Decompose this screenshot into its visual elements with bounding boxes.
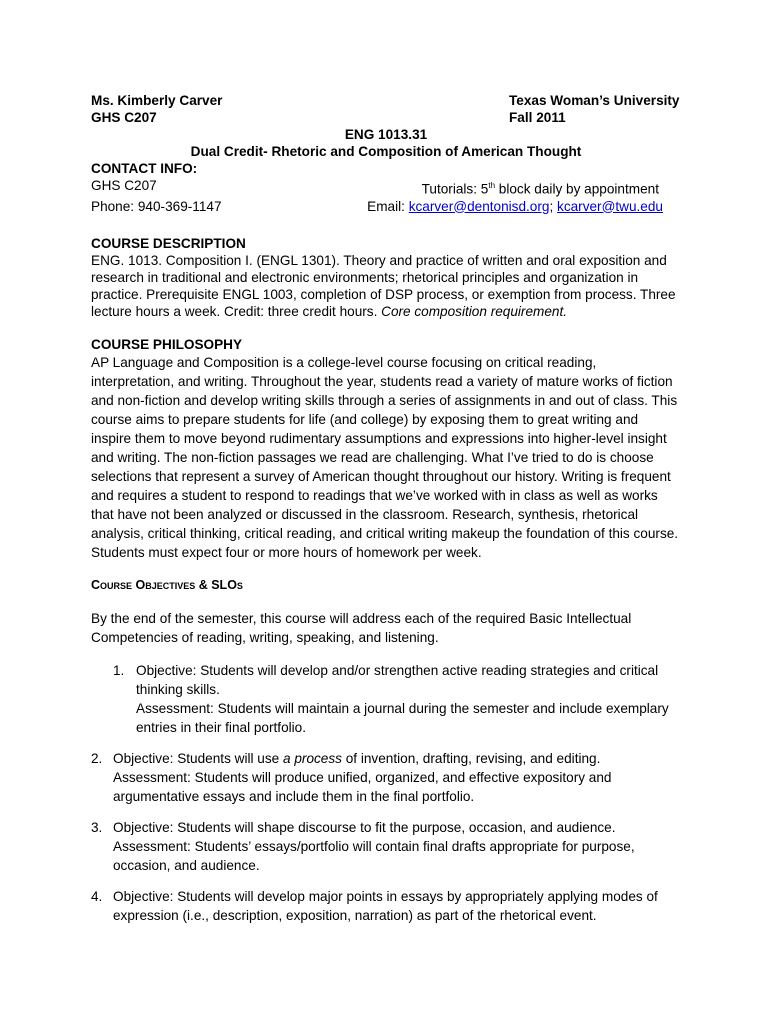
objective-text: Objective: Students will use a process of invention, drafting, revising, and editing. [113,750,601,766]
description-text: ENG. 1013. Composition I. (ENGL 1301). Theory and practice of written and oral exposition and research in traditional and electronic environments; rhetorical principles and organization in practice. Prerequisite ENGL 1003, completion of DSP process, or exemption from process. Three lecture hours a week. Credit: three credit hours. Core composition requirement. [91,252,676,319]
philosophy-text: AP Language and Composition is a college-level course focusing on critical reading, interpretation, and writing. Throughout the year, students read a variety of mature works of fiction and non-fiction and develop writing skills through a series of assignments in and out of class. This course aims to prepare students for life (and college) by exposing them to great writing and inspire them to move beyond rudimentary assumptions and expressions into higher-level insight and writing. The non-fiction passages we read are challenging. What I’ve tried to do is choose selections that represent a survey of American thought throughout our history. Writing is frequent and requires a student to respond to readings that we’ve worked with in class as well as works that have not been analyzed or discussed in the classroom. Research, synthesis, rhetorical analysis, critical thinking, critical reading, and critical writing makeup the foundation of this course. Students must expect four or more hours of homework per week. [91,354,679,560]
contact-room: GHS C207 [91,178,157,193]
email: Email: kcarver@dentonisd.org; kcarver@twu.edu [367,198,663,214]
contact-row-2 [91,198,681,215]
objective-item-3: 3. Objective: Students will shape discourse to fit the purpose, occasion, and audience. Assessment: Students’ essays/portfolio will contain final drafts appropriate for purpose, occasion, and audience. [91,818,681,875]
university-name: Texas Woman’s University [509,93,680,108]
header-row-1 [91,92,681,109]
description-heading: COURSE DESCRIPTION [91,235,246,251]
philosophy-heading: COURSE PHILOSOPHY [91,336,243,352]
objective-item-2: 2. Objective: Students will use a process of invention, drafting, revising, and editing. Assessment: Students will produce unified, organized, and effective expository and argumentative essays and include them in the final portfolio. [91,749,681,806]
term: Fall 2011 [509,110,566,125]
tutorials: Tutorials: 5th block daily by appointment [421,181,659,197]
syllabus-page [91,92,681,925]
objective-text: Objective: Students will develop and/or strengthen active reading strategies and critical thinking skills. [136,662,659,697]
objective-item-1: 1. Objective: Students will develop and/or strengthen active reading strategies and critical thinking skills. Assessment: Students will maintain a journal during the semester and include exemplary entries in their final portfolio. [91,661,681,737]
assessment-text: Assessment: Students will produce unified, organized, and effective expository and argumentative essays and include them in the final portfolio. [113,769,612,804]
objectives-intro: By the end of the semester, this course will address each of the required Basic Intellectual Competencies of reading, writing, speaking, and listening. [91,610,632,645]
objective-item-4: 4. Objective: Students will develop major points in essays by appropriately applying modes of expression (i.e., description, exposition, narration) as part of the rhetorical event. [91,887,681,925]
objective-text: Objective: Students will develop major points in essays by appropriately applying modes of expression (i.e., description, exposition, narration) as part of the rhetorical event. [113,888,658,923]
room-number: GHS C207 [91,110,157,125]
email-link-dentonisd[interactable]: kcarver@dentonisd.org [408,198,550,214]
objectives-list [91,661,681,925]
header-row-2 [91,109,681,126]
assessment-text: Assessment: Students will maintain a journal during the semester and include exemplary entries in their final portfolio. [136,700,669,735]
instructor-name: Ms. Kimberly Carver [91,93,223,108]
course-number: ENG 1013.31 [344,127,428,142]
course-title: Dual Credit- Rhetoric and Composition of American Thought [190,144,582,159]
assessment-text: Assessment: Students’ essays/portfolio will contain final drafts appropriate for purpose, occasion, and audience. [113,838,635,873]
objectives-heading: Course Objectives & SLOs [91,577,243,592]
contact-heading: CONTACT INFO: [91,161,198,176]
phone: Phone: 940-369-1147 [91,198,222,214]
objective-text: Objective: Students will shape discourse to fit the purpose, occasion, and audience. [113,819,616,835]
contact-row-1 [91,177,681,198]
email-link-twu[interactable]: kcarver@twu.edu [557,198,663,214]
